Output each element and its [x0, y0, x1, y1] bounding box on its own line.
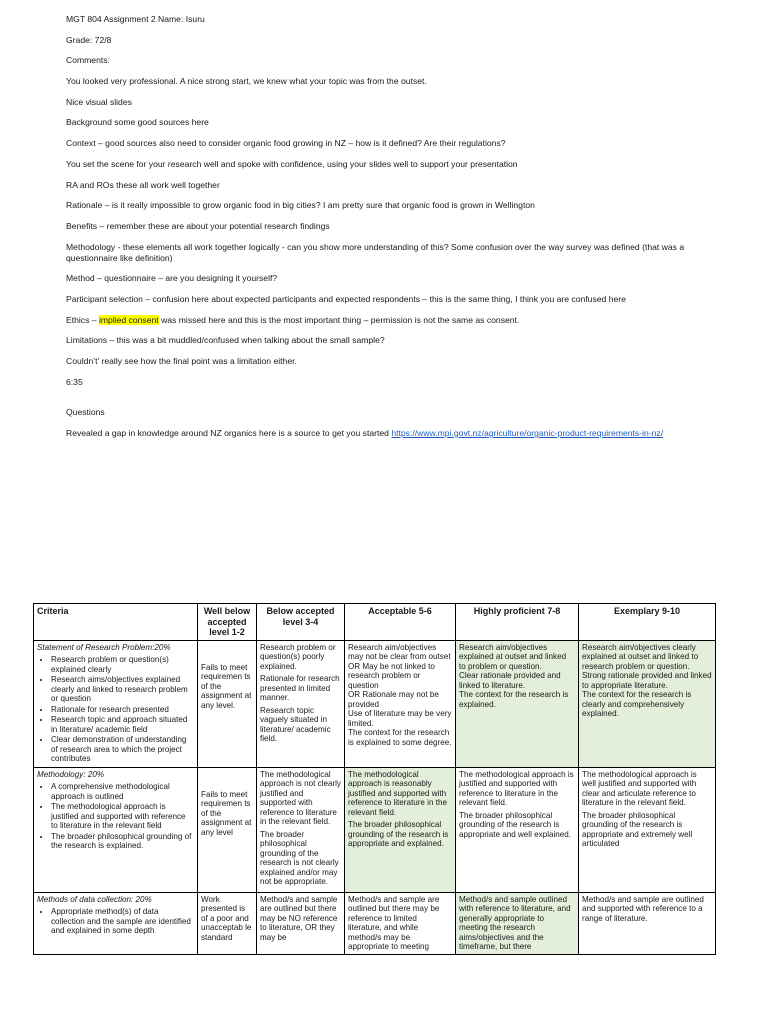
cell-text: The broader philosophical grounding of the research is appropriate and extremely well articulated [582, 810, 693, 848]
questions-text [66, 428, 716, 439]
acceptable-cell [345, 767, 456, 892]
header-acceptable: Acceptable 5-6 [345, 604, 456, 641]
assignment-header: MGT 804 Assignment 2 Name: Isuru [66, 14, 205, 24]
acceptable-cell [345, 640, 456, 767]
criteria-bullet: • The broader philosophical grounding of the research is explained. [51, 832, 194, 851]
comment-line: Couldn’t’ really see how the final point was a limitation either. [66, 356, 297, 366]
comment-line: Nice visual slides [66, 96, 132, 107]
rubric-table [33, 603, 716, 955]
questions-body: Revealed a gap in knowledge around NZ organics here is a source to get you started [66, 428, 392, 439]
cell-text: Research problem or question(s) poorly explained. [260, 642, 336, 671]
comment-line: You looked very professional. A nice strong start, we knew what your topic was from the outset. [66, 76, 427, 87]
comment-line: RA and ROs these all work well together [66, 179, 220, 190]
cell-text: The methodological approach is well justified and supported with clear and articulate reference to literature in the relevant field. [582, 769, 697, 807]
below-cell [257, 640, 345, 767]
grade: Grade: 72/8 [66, 34, 112, 45]
mpi-link[interactable]: https://www.mpi.govt.nz/agriculture/organic-product-requirements-in-nz/ [391, 428, 664, 439]
criteria-bullet: • Research problem or question(s) explained clearly [51, 655, 194, 674]
criteria-cell [34, 640, 198, 767]
time-note: 6:35 [66, 376, 83, 387]
criteria-bullet: • Rationale for research presented [51, 705, 194, 715]
comment-line: Benefits – remember these are about your potential research findings [66, 220, 330, 231]
well-below-cell: Fails to meet requiremen ts of the assignment at any level [198, 767, 257, 892]
criteria-cell [34, 892, 198, 954]
cell-text: The context for the research is explained. [459, 690, 569, 709]
cell-text: The context for the research is explained to some degree. [348, 728, 452, 747]
exemplary-cell [579, 640, 716, 767]
cell-text: The broader philosophical grounding of the research is appropriate and well explained. [459, 810, 572, 839]
criteria-bullet: • The methodological approach is justified and supported with reference to literature in the relevant field [51, 802, 194, 831]
criteria-bullet: • A comprehensive methodological approach is outlined [51, 782, 194, 801]
well-below-cell: Fails to meet requiremen ts of the assignment at any level. [198, 640, 257, 767]
cell-text: The methodological approach is reasonably justified and supported with reference to literature in the relevant field. [348, 769, 447, 817]
cell-text: The methodological approach is not clearly justified and supported with reference to literature in the relevant field. [260, 769, 341, 826]
cell-text: Research aim/objectives clearly explained at outset and linked to research problem or question. [582, 642, 699, 671]
cell-text: OR May be not linked to research problem or question [348, 661, 435, 690]
acceptable-cell: Method/s and sample are outlined but there may be reference to limited literature, and while method/s may be appropriate to meeting [345, 892, 456, 954]
comment-line: Background some good sources here [66, 117, 209, 128]
well-below-cell: Work presented is of a poor and unacceptab le standard [198, 892, 257, 954]
comment-line: Participant selection – confusion here about expected participants and expected respondents – this is the same thing, I think you are confused here [66, 293, 626, 304]
header-well-below: Well below accepted level 1-2 [198, 604, 257, 641]
comment-line: Methodology - these elements all work together logically - can you show more understanding of this? Some confusion over the way survey was defined (that was a questionnaire like definition) [66, 241, 685, 263]
cell-text: Use of literature may be very limited. [348, 709, 452, 728]
exemplary-cell: Method/s and sample are outlined and supported with reference to a range of literature. [579, 892, 716, 954]
header-below: Below accepted level 3-4 [257, 604, 345, 641]
cell-text: The context for the research is clearly and comprehensively explained. [582, 690, 692, 718]
header-proficient: Highly proficient 7-8 [456, 604, 579, 641]
header-exemplary: Exemplary 9-10 [579, 604, 716, 641]
proficient-cell [456, 767, 579, 892]
cell-text: The broader philosophical grounding of the research is not clearly explained and/or may not be appropriate. [260, 829, 339, 886]
comment-line: You set the scene for your research well and spoke with confidence, using your slides well to support your presentation [66, 158, 518, 169]
criteria-bullet: • Research topic and approach situated in literature/ academic field [51, 715, 194, 734]
ethics-suffix: was missed here and this is the most important thing – permission is not the same as consent. [158, 314, 520, 325]
cell-text: The broader philosophical grounding of the research is appropriate and explained. [348, 820, 449, 848]
comment-line: Context – good sources also need to consider organic food growing in NZ – how is it defined? Are their regulations? [66, 138, 506, 149]
table-row [34, 767, 716, 892]
cell-text: Research topic vaguely situated in literature/ academic field. [260, 705, 331, 743]
comment-line: Method – questionnaire – are you designing it yourself? [66, 273, 278, 284]
cell-text: OR Rationale may not be provided [348, 690, 439, 709]
highlighted-text: implied consent [98, 314, 159, 325]
cell-text: The methodological approach is justified and supported with reference to literature in the relevant field. [459, 769, 574, 807]
feedback-document [66, 14, 716, 449]
rubric-header-row [34, 604, 716, 641]
criteria-title: Methods of data collection: 20% [37, 894, 152, 904]
below-cell [257, 767, 345, 892]
criteria-title: Methodology: 20% [37, 769, 105, 779]
criteria-bullet: • Clear demonstration of understanding of research area to which the project contributes [51, 735, 194, 764]
criteria-title: Statement of Research Problem:20% [37, 642, 171, 652]
comment-line: Limitations – this was a bit muddled/confused when talking about the small sample? [66, 335, 385, 346]
cell-text: Research aim/objectives explained at outset and linked to problem or question. [459, 642, 567, 671]
below-cell: Method/s and sample are outlined but there may be NO reference to literature, OR they may be [257, 892, 345, 954]
cell-text: Strong rationale provided and linked to appropriate literature. [582, 671, 712, 690]
questions-label: Questions [66, 407, 105, 418]
table-row [34, 892, 716, 954]
proficient-cell: Method/s and sample outlined with reference to literature, and generally appropriate to meeting the research aims/objectives and the timeframe, but there [456, 892, 579, 954]
ethics-prefix: Ethics – [66, 314, 99, 325]
proficient-cell [456, 640, 579, 767]
ethics-comment [66, 315, 716, 326]
cell-text: Rationale for research presented in limited manner. [260, 674, 340, 702]
comments-label: Comments: [66, 55, 110, 66]
cell-text: Clear rationale provided and linked to literature. [459, 671, 561, 690]
exemplary-cell [579, 767, 716, 892]
comment-line: Rationale – is it really impossible to grow organic food in big cities? I am pretty sure that organic food is grown in Wellington [66, 200, 535, 211]
criteria-bullet: • Research aims/objectives explained clearly and linked to research problem or question [51, 675, 194, 704]
cell-text: Research aim/objectives may not be clear from outset [348, 642, 451, 661]
table-row [34, 640, 716, 767]
criteria-bullet: • Appropriate method(s) of data collection and the sample are identified and explained in some depth [51, 907, 194, 936]
header-criteria: Criteria [34, 604, 198, 641]
criteria-cell [34, 767, 198, 892]
